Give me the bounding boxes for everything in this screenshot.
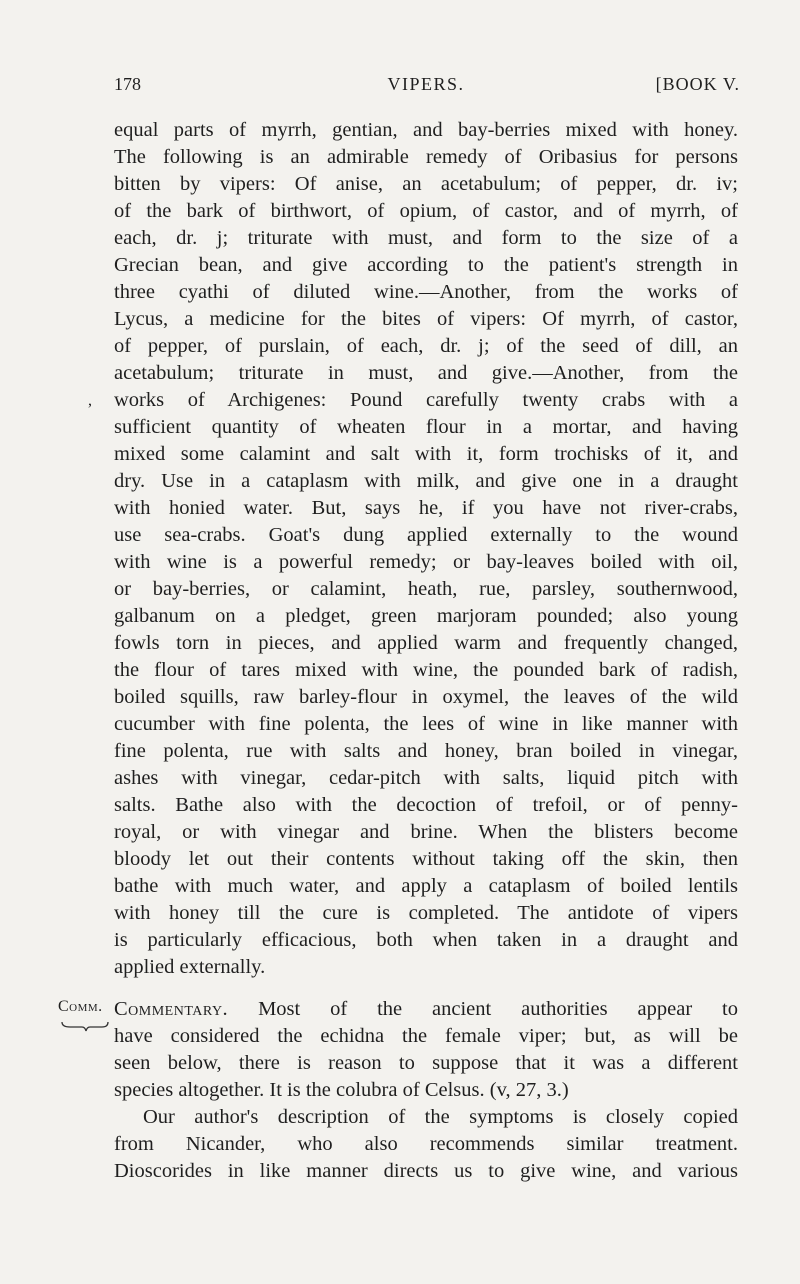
text-line: Lycus, a medicine for the bites of vipers: Of myrrh, of castor,	[114, 308, 738, 330]
page-number: 178	[114, 74, 141, 94]
commentary-line-rest: Most of the ancient authorities appear to	[228, 998, 738, 1020]
commentary-line: from Nicander, who also recommends similar treatment.	[114, 1133, 738, 1155]
text-line: bloody let out their contents without taking off the skin, then	[114, 848, 738, 870]
text-line: The following is an admirable remedy of Oribasius for persons	[114, 146, 738, 168]
text-line: Grecian bean, and give according to the patient's strength in	[114, 254, 738, 276]
text-line: applied externally.	[114, 956, 266, 978]
page-header	[112, 74, 740, 104]
margin-brace-icon	[60, 1020, 110, 1032]
text-line: fowls torn in pieces, and applied warm and frequently changed,	[114, 632, 738, 654]
text-line: acetabulum; triturate in must, and give.—Another, from the	[114, 362, 738, 384]
margin-mark: ,	[88, 392, 92, 409]
text-line: salts. Bathe also with the decoction of trefoil, or of penny-	[114, 794, 738, 816]
text-line: or bay-berries, or calamint, heath, rue, parsley, southernwood,	[114, 578, 738, 600]
text-line: of pepper, of purslain, of each, dr. j; of the seed of dill, an	[114, 335, 738, 357]
text-line: bitten by vipers: Of anise, an acetabulum; of pepper, dr. iv;	[114, 173, 738, 195]
text-line: equal parts of myrrh, gentian, and bay-berries mixed with honey.	[114, 119, 738, 141]
text-line: cucumber with fine polenta, the lees of wine in like manner with	[114, 713, 738, 735]
text-line: use sea-crabs. Goat's dung applied externally to the wound	[114, 524, 738, 546]
text-line: with wine is a powerful remedy; or bay-leaves boiled with oil,	[114, 551, 738, 573]
text-line: the flour of tares mixed with wine, the pounded bark of radish,	[114, 659, 738, 681]
commentary-line: have considered the echidna the female viper; but, as will be	[114, 1025, 738, 1047]
commentary-line: species altogether. It is the colubra of Celsus. (v, 27, 3.)	[114, 1079, 569, 1101]
text-line: dry. Use in a cataplasm with milk, and give one in a draught	[114, 470, 738, 492]
commentary-line: Our author's description of the symptoms is closely copied	[143, 1106, 738, 1128]
text-line: sufficient quantity of wheaten flour in a mortar, and having	[114, 416, 738, 438]
commentary-line: Dioscorides in like manner directs us to give wine, and various	[114, 1160, 738, 1182]
text-line: each, dr. j; triturate with must, and form to the size of a	[114, 227, 738, 249]
text-line: boiled squills, raw barley-flour in oxymel, the leaves of the wild	[114, 686, 738, 708]
commentary-line: seen below, there is reason to suppose that it was a different	[114, 1052, 738, 1074]
text-line: bathe with much water, and apply a cataplasm of boiled lentils	[114, 875, 738, 897]
book-reference: [BOOK V.	[655, 74, 740, 94]
text-line: of the bark of birthwort, of opium, of castor, and of myrrh, of	[114, 200, 738, 222]
text-line: galbanum on a pledget, green marjoram pounded; also young	[114, 605, 738, 627]
commentary-heading: Commentary.	[114, 998, 229, 1020]
text-line: works of Archigenes: Pound carefully twenty crabs with a	[114, 389, 738, 411]
text-line: fine polenta, rue with salts and honey, bran boiled in vinegar,	[114, 740, 738, 762]
text-line: with honey till the cure is completed. The antidote of vipers	[114, 902, 738, 924]
text-line: ashes with vinegar, cedar-pitch with salts, liquid pitch with	[114, 767, 738, 789]
text-line: three cyathi of diluted wine.—Another, from the works of	[114, 281, 738, 303]
text-line: is particularly efficacious, both when taken in a draught and	[114, 929, 738, 951]
text-line: royal, or with vinegar and brine. When the blisters become	[114, 821, 738, 843]
margin-note-comm: Comm.	[58, 998, 103, 1015]
commentary-line	[114, 996, 738, 1023]
running-title: VIPERS.	[387, 74, 465, 94]
text-line: mixed some calamint and salt with it, form trochisks of it, and	[114, 443, 738, 465]
text-line: with honied water. But, says he, if you have not river-crabs,	[114, 497, 738, 519]
